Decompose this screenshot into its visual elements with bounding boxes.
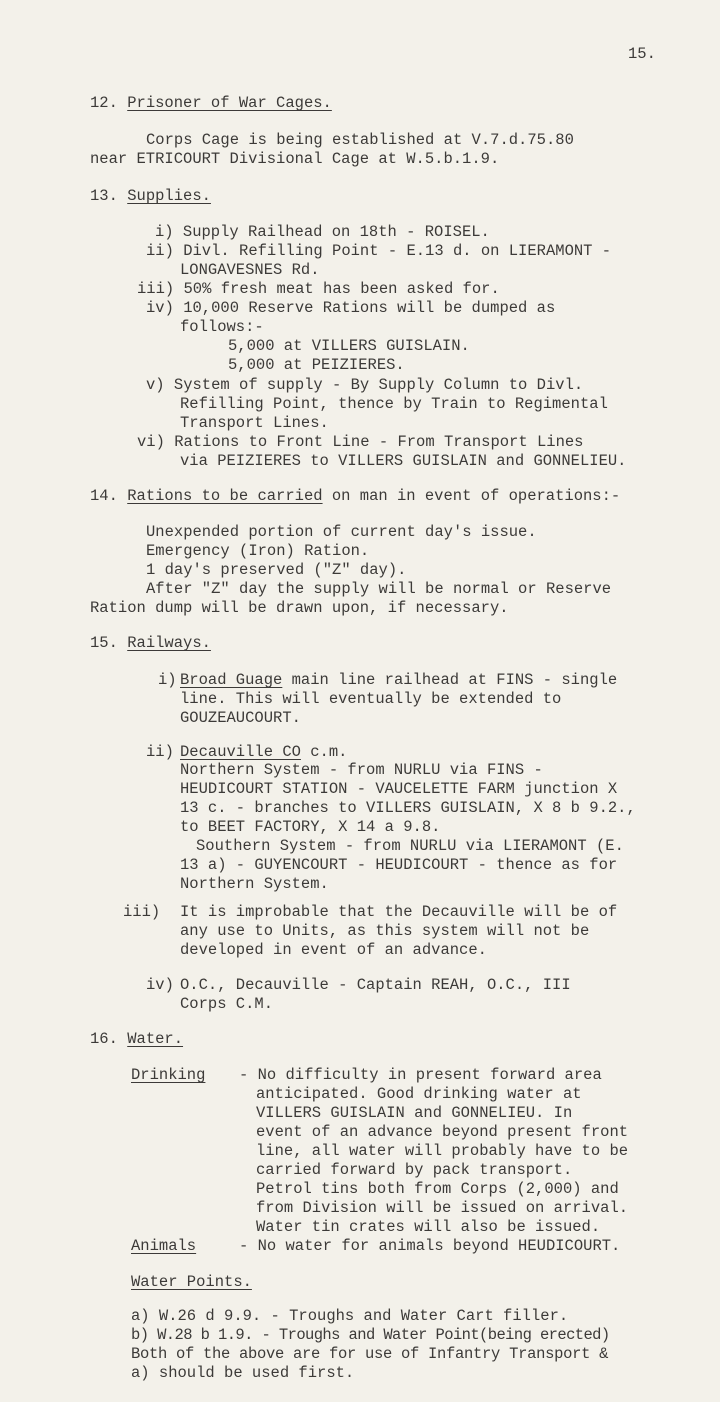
water-points-heading bbox=[131, 1272, 252, 1292]
supplies-line: LONGAVESNES Rd. bbox=[180, 261, 320, 279]
water-points-line: a) should be used first. bbox=[131, 1364, 355, 1382]
animals-label-text: Animals bbox=[131, 1237, 197, 1255]
drinking-label bbox=[131, 1065, 205, 1085]
section-14-number: 14. bbox=[90, 487, 118, 505]
section-12-number: 12. bbox=[90, 94, 118, 112]
section-14-title: Rations to be carried bbox=[127, 487, 323, 505]
section-15-title: Railways. bbox=[127, 634, 211, 652]
drinking-line: Water tin crates will also be issued. bbox=[256, 1218, 601, 1236]
supplies-line: ii) Divl. Refilling Point - E.13 d. on LIERAMONT - bbox=[146, 242, 612, 260]
supplies-line: iv) 10,000 Reserve Rations will be dumped as bbox=[146, 299, 556, 317]
rations-line: Emergency (Iron) Ration. bbox=[146, 542, 370, 560]
supplies-line: vi) Rations to Front Line - From Transport Lines bbox=[137, 433, 584, 451]
rations-line: Unexpended portion of current day's issue. bbox=[146, 523, 537, 541]
supplies-line: i) Supply Railhead on 18th - ROISEL. bbox=[155, 223, 490, 241]
drinking-line: from Division will be issued on arrival. bbox=[256, 1199, 629, 1217]
drinking-line: line, all water will probably have to be bbox=[256, 1142, 629, 1160]
railways-iii-line: It is improbable that the Decauville will be of bbox=[180, 903, 618, 921]
section-15-number: 15. bbox=[90, 634, 118, 652]
railways-iii-line: developed in event of an advance. bbox=[180, 941, 487, 959]
drinking-line: VILLERS GUISLAIN and GONNELIEU. In bbox=[256, 1104, 573, 1122]
section-15-heading bbox=[90, 633, 211, 653]
supplies-line: iii) 50% fresh meat has been asked for. bbox=[137, 280, 500, 298]
animals-label bbox=[131, 1236, 196, 1256]
railways-ii-line: Southern System - from NURLU via LIERAMONT (E. bbox=[196, 837, 624, 855]
supplies-line: v) System of supply - By Supply Column to Divl. bbox=[146, 376, 584, 394]
decauville-title: Decauville CO bbox=[180, 743, 301, 761]
supplies-line: via PEIZIERES to VILLERS GUISLAIN and GONNELIEU. bbox=[180, 452, 627, 470]
railways-i-heading-rest: main line railhead at FINS - single bbox=[282, 671, 618, 689]
water-points-title: Water Points. bbox=[131, 1273, 252, 1291]
section-14-title-rest: on man in event of operations:- bbox=[322, 487, 621, 505]
railways-iii-line: any use to Units, as this system will not be bbox=[180, 922, 590, 940]
drinking-line: Petrol tins both from Corps (2,000) and bbox=[256, 1180, 619, 1198]
supplies-line: 5,000 at VILLERS GUISLAIN. bbox=[228, 337, 470, 355]
railways-iv-line: O.C., Decauville - Captain REAH, O.C., III bbox=[180, 976, 571, 994]
section-16-heading bbox=[90, 1029, 183, 1049]
water-points-line: a) W.26 d 9.9. - Troughs and Water Cart filler. bbox=[131, 1307, 569, 1325]
rations-line: 1 day's preserved ("Z" day). bbox=[146, 561, 407, 579]
railways-ii-line: Northern System - from NURLU via FINS - bbox=[180, 761, 543, 779]
railways-ii-line: HEUDICOURT STATION - VAUCELETTE FARM junction X bbox=[180, 780, 618, 798]
supplies-line: 5,000 at PEIZIERES. bbox=[228, 356, 405, 374]
rations-line: After "Z" day the supply will be normal or Reserve bbox=[146, 580, 612, 598]
railways-iii-label: iii) bbox=[123, 903, 161, 921]
railways-i-line: GOUZEAUCOURT. bbox=[180, 709, 301, 727]
broad-guage-title: Broad Guage bbox=[180, 671, 283, 689]
railways-i-heading bbox=[180, 670, 617, 690]
railways-ii-heading bbox=[180, 742, 347, 762]
supplies-line: Transport Lines. bbox=[180, 414, 329, 432]
railways-i-label: i) bbox=[158, 671, 177, 689]
railways-iv-line: Corps C.M. bbox=[180, 995, 274, 1013]
drinking-line: carried forward by pack transport. bbox=[256, 1161, 573, 1179]
drinking-line: anticipated. Good drinking water at bbox=[256, 1085, 582, 1103]
water-points-line: b) W.28 b 1.9. - Troughs and Water Point(being erected) bbox=[131, 1326, 610, 1344]
page-number: 15. bbox=[628, 45, 656, 63]
section-12-heading bbox=[90, 93, 332, 113]
railways-ii-line: 13 a) - GUYENCOURT - HEUDICOURT - thence as for bbox=[180, 856, 618, 874]
section-12-line: near ETRICOURT Divisional Cage at W.5.b.1.9. bbox=[90, 150, 500, 168]
railways-ii-heading-rest: c.m. bbox=[300, 743, 348, 761]
section-16-number: 16. bbox=[90, 1030, 118, 1048]
railways-ii-line: to BEET FACTORY, X 14 a 9.8. bbox=[180, 818, 441, 836]
water-points-line: Both of the above are for use of Infantry Transport & bbox=[131, 1345, 609, 1363]
rations-line: Ration dump will be drawn upon, if necessary. bbox=[90, 599, 509, 617]
drinking-label-text: Drinking bbox=[131, 1066, 206, 1084]
section-12-line: Corps Cage is being established at V.7.d.75.80 bbox=[146, 131, 574, 149]
section-14-heading bbox=[90, 486, 620, 506]
section-13-title: Supplies. bbox=[127, 187, 211, 205]
supplies-line: Refilling Point, thence by Train to Regimental bbox=[180, 395, 608, 413]
section-13-heading bbox=[90, 186, 211, 206]
railways-iv-label: iv) bbox=[146, 976, 174, 994]
section-12-title: Prisoner of War Cages. bbox=[127, 94, 332, 112]
railways-ii-line: 13 c. - branches to VILLERS GUISLAIN, X 8 b 9.2., bbox=[180, 799, 636, 817]
drinking-line: event of an advance beyond present front bbox=[256, 1123, 629, 1141]
railways-ii-label: ii) bbox=[146, 743, 174, 761]
section-16-title: Water. bbox=[127, 1030, 184, 1048]
supplies-line: follows:- bbox=[180, 318, 264, 336]
drinking-line: - No difficulty in present forward area bbox=[239, 1066, 602, 1084]
railways-ii-line: Northern System. bbox=[180, 875, 329, 893]
section-13-number: 13. bbox=[90, 187, 118, 205]
railways-i-line: line. This will eventually be extended to bbox=[180, 690, 562, 708]
animals-line: - No water for animals beyond HEUDICOURT. bbox=[239, 1237, 621, 1255]
